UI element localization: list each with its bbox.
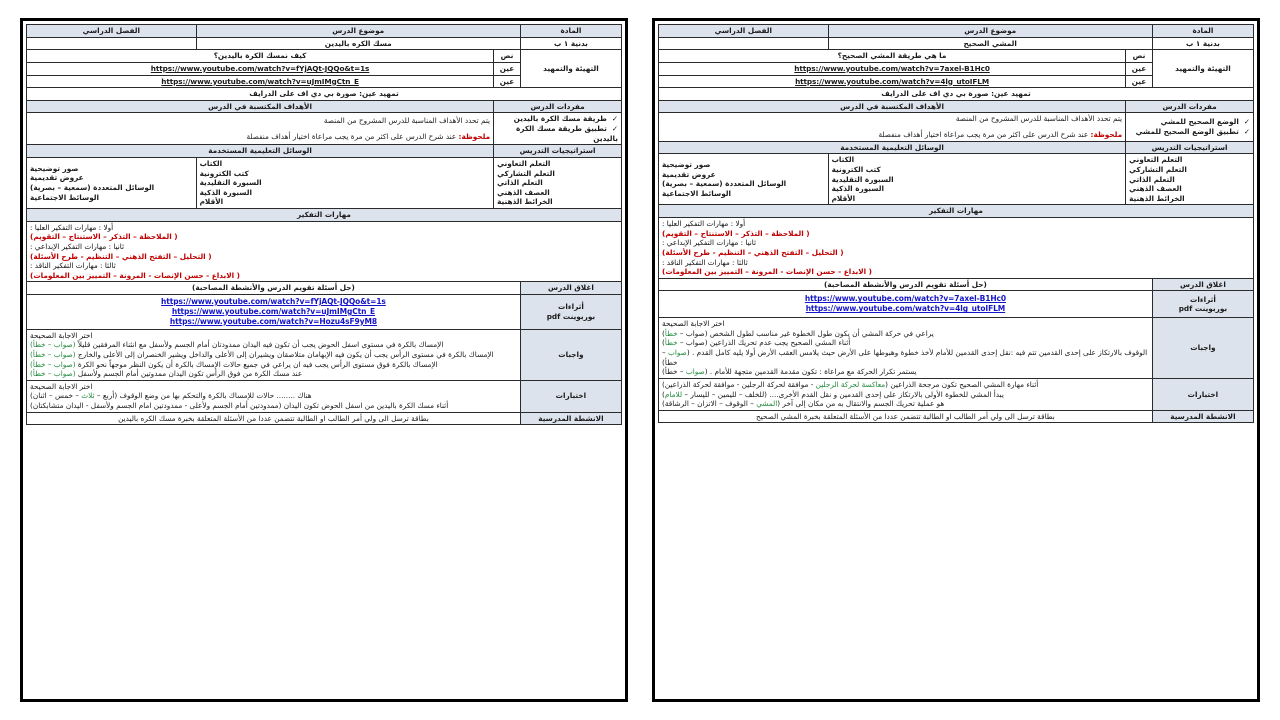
table-row-strategies-aids (659, 154, 1254, 205)
exams-content (27, 380, 521, 412)
row-label-exams: اختبارات (520, 380, 621, 412)
aid-item: السبورة الذكية (831, 184, 884, 194)
strategy-item: التعلم التعاوني (1129, 155, 1183, 165)
table-row-header (27, 25, 622, 38)
correct-answer: ثلاث (81, 391, 95, 401)
col-header-semester: الفصل الدراسي (659, 25, 829, 38)
aid-item: كتب الكترونية (831, 164, 881, 174)
vocabulary-list (494, 113, 622, 145)
aid-item: الكتاب (199, 158, 223, 168)
strategies-list (1126, 154, 1254, 205)
homework-item: يستمر تكرار الحركة مع مراعاة : تكون مقدمة القدمين متجهة للأمام . (صواب – خطأ) (662, 367, 917, 377)
check-icon: ✓ (1243, 127, 1250, 136)
answer-options: (صواب – خطأ) (30, 369, 76, 379)
section-header-aids: الوسائل التعليمية المستخدمة (27, 145, 494, 158)
tag-ain-2: عين (1126, 75, 1153, 88)
homework-heading: اختر الاجابة الصحيحة (30, 330, 93, 340)
thinking-label-3: ثالثا : مهارات التفكير الناقد : (30, 261, 116, 271)
correct-answer: المشي (756, 399, 778, 409)
homework-item: يراعي في حركة المشي أن يكون طول الخطوة غير مناسب لطول الشخص (صواب – خطأ) (662, 328, 934, 338)
school-activity-text: بطاقة ترسل الى ولي أمر الطالب او الطالبة تتضمن عددا من الأسئلة المتعلقة بخبرة مسك الكره باليدين (27, 412, 521, 425)
table-row-homework (27, 329, 622, 380)
tag-ain-2: عين (494, 75, 521, 88)
enrichment-link-1[interactable]: https://www.youtube.com/watch?v=fYjAQt-JQQo&t=1s (161, 297, 386, 306)
aid-item: السبورة الذكية (199, 187, 252, 197)
row-label-warmup: التهيئة والتمهيد (1152, 50, 1253, 88)
table-row-warmup-text (659, 50, 1254, 63)
strategy-item: التعلم التعاوني (497, 158, 551, 168)
table-row-thinking-header (27, 209, 622, 222)
homework-content (659, 318, 1153, 379)
section-header-vocabulary: مفردات الدرس (1126, 100, 1254, 113)
enrichment-link-2[interactable]: https://www.youtube.com/watch?v=uJmIMgCtn_E (171, 306, 376, 316)
aid-item: الوسائط الاجتماعية (662, 188, 732, 198)
objectives-main: يتم تحدد الأهداف المناسبة للدرس المشروح من المنصة (323, 116, 491, 126)
enrichment-pdf-label: بوربوينت pdf (546, 311, 596, 321)
homework-item: عند مسك الكرة من فوق الرأس تكون اليدان ممدوتين أمام الجسم ولأسفل (صواب – خطأ) (30, 369, 303, 379)
tag-ain-1: عين (1126, 62, 1153, 75)
aids-column-2 (659, 154, 829, 205)
warmup-link-2[interactable]: https://www.youtube.com/watch?v=4lg_utoIFLM (659, 75, 1126, 88)
thinking-label-2: ثانيا : مهارات التفكير الإبداعي : (662, 238, 757, 248)
table-row-tamheed (659, 88, 1254, 101)
answer-options: (صواب – خطأ) (30, 340, 76, 350)
strategies-list (494, 157, 622, 208)
semester-value (27, 37, 197, 50)
correct-answer: خطأ (664, 338, 678, 348)
table-row-closing (27, 282, 622, 295)
tag-text: نص (1126, 50, 1153, 63)
table-row-values (27, 37, 622, 50)
homework-heading: اختر الاجابة الصحيحة (662, 319, 725, 329)
lesson-plan-table-left (658, 24, 1254, 423)
row-label-exams: اختبارات (1152, 378, 1253, 410)
exams-content (659, 378, 1153, 410)
enrichment-links (659, 291, 1153, 318)
strategy-item: التعلم التشاركي (1129, 164, 1187, 174)
enrichment-link-3[interactable]: https://www.youtube.com/watch?v=Hozu4sF9yM8 (169, 316, 377, 326)
strategy-item: الخرائط الذهنية (497, 197, 553, 207)
row-label-school-activities: الانشطة المدرسية (520, 412, 621, 425)
enrichment-link-2[interactable]: https://www.youtube.com/watch?v=4lg_utoIFLM (805, 304, 1006, 314)
vocabulary-list (1126, 113, 1254, 141)
table-row-thinking-body (27, 221, 622, 282)
strategy-item: التعلم الذاتي (497, 178, 543, 188)
table-row-thinking-header (659, 205, 1254, 218)
enrichment-pdf-label: بوربوينت pdf (1178, 304, 1228, 314)
thinking-items-1: ( الملاحظة – التذكر – الاستنتاج – التقويم) (30, 232, 178, 242)
objectives-note: ملحوظة: عند شرح الدرس على اكثر من مرة يجب مراعاة اختيار أهداف منفصلة (246, 131, 491, 141)
table-row-section-headers-2 (27, 145, 622, 158)
table-row-section-headers-1 (659, 100, 1254, 113)
table-row-vocab-objectives (27, 113, 622, 145)
answer-options: (صواب – خطأ) (30, 349, 76, 359)
table-row-enrichment (27, 295, 622, 330)
homework-item: الوقوف بالارتكاز على إحدى القدمين تتم فيه :نقل إحدى القدمين للأمام لأخذ خطوة وهبوطها على الأرض حيث يلامس العقب الأرض أولا يليه كامل القدم . (صواب – خطأ) (662, 348, 1148, 367)
check-icon: ✓ (611, 114, 618, 124)
aid-item: صور توضيحية (662, 160, 711, 170)
objectives-note: ملحوظة: عند شرح الدرس على اكثر من مرة يجب مراعاة اختيار أهداف منفصلة (878, 130, 1123, 139)
table-row-values (659, 37, 1254, 50)
aid-item: كتب الكترونية (199, 168, 249, 178)
table-row-section-headers-1 (27, 100, 622, 113)
aid-item: الأقلام (831, 193, 856, 203)
aid-item: الوسائل المتعددة (سمعية – بصرية) (662, 179, 787, 189)
aid-item: عروض تقديمية (662, 169, 716, 179)
row-label-closing: اغلاق الدرس (1152, 278, 1253, 291)
tag-ain-1: عين (494, 62, 521, 75)
row-label-enrichment (1152, 291, 1253, 318)
correct-answer: معاكسة لحركة الرجلين (815, 379, 886, 389)
aid-item: الكتاب (831, 155, 855, 165)
objectives-content (27, 113, 494, 145)
aids-column-2 (27, 157, 197, 208)
correct-answer: صواب (667, 348, 687, 358)
semester-value (659, 37, 829, 50)
aid-item: الوسائط الاجتماعية (30, 192, 100, 202)
homework-item: الإمساك بالكرة فوق مستوى الرأس يجب فيه ان يراعي في جميع حالات الإمساك بالكرة أن يكون النظر موجهاً نحو الكرة (صواب – خطأ) (30, 359, 438, 369)
section-header-strategies: استراتيجيات التدريس (494, 145, 622, 158)
homework-item: أثناء المشي الصحيح يجب عدم تحريك الذراعين (صواب – خطأ) (662, 338, 851, 348)
strategy-item: العصف الذهني (1129, 184, 1182, 194)
check-icon: ✓ (611, 124, 618, 133)
table-row-thinking-body (659, 218, 1254, 279)
thinking-items-2: ( التحليل – التفتح الذهني – التنظيم - طرح الأسئلة) (662, 247, 844, 257)
aids-column-1 (828, 154, 1126, 205)
exam-item: هو عملية تحريك الجسم والانتقال به من مكان إلى آخر (المشي – الوقوف – الاتزان – الرشاقة) (662, 399, 945, 409)
aid-item: السبورة التقليدية (831, 174, 894, 184)
correct-answer: صواب (685, 367, 705, 377)
table-row-school-activities (27, 412, 622, 425)
aid-item: الأقلام (199, 197, 224, 207)
col-header-topic: موضوع الدرس (828, 25, 1152, 38)
aid-item: عروض تقديمية (30, 173, 84, 183)
thinking-content (659, 218, 1254, 279)
homework-item: الإمساك بالكرة في مستوى اسفل الحوض يجب أن تكون فيه اليدان ممدودتان أمام الجسم ولأسفل مع انثناء المرفقين قليلاً (صواب – خطأ) (30, 340, 444, 350)
table-row-exams (659, 378, 1254, 410)
section-header-aids: الوسائل التعليمية المستخدمة (659, 141, 1126, 154)
aid-item: الوسائل المتعددة (سمعية – بصرية) (30, 182, 155, 192)
row-label-closing: اغلاق الدرس (520, 282, 621, 295)
enrichment-label: أثراءات (558, 302, 584, 312)
homework-item: الإمساك بالكرة في مستوى الرأس يجب أن يكون فيه الإبهامان متلاصقان ويشيران إلى الأعلى والداخل ويشير الخنصران إلى الأعلى والخارج (صواب – خطأ) (30, 349, 494, 359)
table-row-section-headers-2 (659, 141, 1254, 154)
objectives-main: يتم تحدد الأهداف المناسبة للدرس المشروح من المنصة (955, 114, 1123, 124)
warmup-link-1[interactable]: https://www.youtube.com/watch?v=7axel-B1Hc0 (659, 62, 1126, 75)
warmup-link-2[interactable]: https://www.youtube.com/watch?v=uJmIMgCtn_E (27, 75, 494, 88)
table-row-warmup-text (27, 50, 622, 63)
thinking-label-1: أولا : مهارات التفكير العليا : (662, 219, 746, 228)
strategy-item: التعلم الذاتي (1129, 174, 1175, 184)
enrichment-links (27, 295, 521, 330)
section-header-vocabulary: مفردات الدرس (494, 100, 622, 113)
strategy-item: العصف الذهني (497, 187, 550, 197)
lesson-plan-sheet-right (20, 18, 628, 702)
vocabulary-item: ✓الوضع الصحيح للمشي (1160, 117, 1250, 127)
closing-text: (حل أسئلة تقويم الدرس والأنشطة المصاحبة) (659, 278, 1153, 291)
thinking-items-3: ( الابداع - حسن الإنصات - المرونة – التمييز بين المعلومات) (662, 267, 873, 277)
answer-options: (صواب – خطأ) (30, 359, 76, 369)
table-row-school-activities (659, 410, 1254, 423)
thinking-content (27, 221, 622, 282)
table-row-header (659, 25, 1254, 38)
section-header-objectives: الأهداف المكتسبة في الدرس (27, 100, 494, 113)
thinking-label-1: أولا : مهارات التفكير العليا : (30, 222, 114, 232)
thinking-items-3: ( الابداع - حسن الإنصات - المرونة – التمييز بين المعلومات) (30, 270, 241, 280)
tag-text: نص (494, 50, 521, 63)
exam-item: أثناء مهارة المشي الصحيح تكون مرجحة الذراعين (معاكسة لحركة الرجلين - موافقة لحركة الرجلين - موافقة لحركة الذراعين) (662, 379, 1039, 389)
exam-item: أثناء مسك الكرة باليدين من اسفل الحوض تكون اليدان (ممدودتين أمام الجسم ولأعلى - ممدودتين امام الجسم ولأسفل - اليدان متشابكتان) (30, 401, 449, 411)
aid-item: صور توضيحية (30, 163, 79, 173)
closing-text: (حل أسئلة تقويم الدرس والأنشطة المصاحبة) (27, 282, 521, 295)
table-row-homework (659, 318, 1254, 379)
vocabulary-item: ✓تطبيق طريقة مسك الكرة باليدين (515, 124, 618, 143)
row-label-school-activities: الانشطة المدرسية (1152, 410, 1253, 423)
row-label-homework: واجبات (520, 329, 621, 380)
exam-item: يبدأ المشي للخطوة الأولى بالارتكاز على إحدى القدمين و نقل القدم الأخرى.... (للخلف – لليمين – لليسار – للامام) (662, 389, 1004, 399)
row-label-warmup: التهيئة والتمهيد (520, 50, 621, 88)
exam-heading: اختر الاجابة الصحيحة (30, 381, 93, 391)
row-label-enrichment (520, 295, 621, 330)
col-header-topic: موضوع الدرس (196, 25, 520, 38)
aids-column-1 (196, 157, 494, 208)
enrichment-label: أثراءات (1190, 294, 1216, 304)
enrichment-link-1[interactable]: https://www.youtube.com/watch?v=7axel-B1Hc0 (804, 294, 1006, 304)
vocabulary-item: ✓تطبيق الوضع الصحيح للمشي (1135, 127, 1250, 136)
topic-value: المشي الصحيح (828, 37, 1152, 50)
table-row-vocab-objectives (659, 113, 1254, 141)
col-header-subject: المادة (520, 25, 621, 38)
subject-value: بدنية ١ ب (1152, 37, 1253, 50)
aid-item: السبورة التقليدية (199, 178, 262, 188)
section-header-thinking: مهارات التفكير (27, 209, 622, 222)
tamheed-note: تمهيد عين: صورة بي دي اف على الدرايف (27, 88, 622, 101)
thinking-items-2: ( التحليل – التفتح الذهني – التنظيم - طرح الأسئلة) (30, 251, 212, 261)
homework-content (27, 329, 521, 380)
lesson-plan-table-right (26, 24, 622, 425)
col-header-subject: المادة (1152, 25, 1253, 38)
warmup-question: ما هي طريقة المشي الصحيح؟ (659, 50, 1126, 63)
thinking-items-1: ( الملاحظة – التذكر – الاستنتاج – التقويم) (662, 228, 810, 238)
thinking-label-3: ثالثا : مهارات التفكير الناقد : (662, 257, 748, 267)
correct-answer: للامام (664, 389, 683, 399)
correct-answer: خطأ (664, 328, 678, 338)
warmup-question: كيف نمسك الكرة باليدين؟ (27, 50, 494, 63)
objectives-content (659, 113, 1126, 141)
check-icon: ✓ (1243, 117, 1250, 127)
vocabulary-item: ✓طريقة مسك الكرة باليدين (513, 114, 618, 124)
col-header-semester: الفصل الدراسي (27, 25, 197, 38)
section-header-objectives: الأهداف المكتسبة في الدرس (659, 100, 1126, 113)
school-activity-text: بطاقة ترسل الى ولي أمر الطالب او الطالبة تتضمن عددا من الأسئلة المتعلقة بخبرة المشي الصحيح (659, 410, 1153, 423)
tamheed-note: تمهيد عين: صورة بي دي اف على الدرايف (659, 88, 1254, 101)
lesson-plan-sheet-left (652, 18, 1260, 702)
warmup-link-1[interactable]: https://www.youtube.com/watch?v=fYjAQt-JQQo&t=1s (27, 62, 494, 75)
section-header-strategies: استراتيجيات التدريس (1126, 141, 1254, 154)
table-row-exams (27, 380, 622, 412)
table-row-strategies-aids (27, 157, 622, 208)
topic-value: مسك الكره باليدين (196, 37, 520, 50)
section-header-thinking: مهارات التفكير (659, 205, 1254, 218)
row-label-homework: واجبات (1152, 318, 1253, 379)
strategy-item: الخرائط الذهنية (1129, 193, 1185, 203)
subject-value: بدنية ١ ب (520, 37, 621, 50)
table-row-closing (659, 278, 1254, 291)
table-row-enrichment (659, 291, 1254, 318)
strategy-item: التعلم التشاركي (497, 168, 555, 178)
table-row-tamheed (27, 88, 622, 101)
thinking-label-2: ثانيا : مهارات التفكير الإبداعي : (30, 241, 125, 251)
exam-item: هناك ........ حالات للإمساك بالكرة والتحكم بها من وضع الوقوف (أربع – ثلاث – خمس – اثنان) (30, 391, 312, 401)
